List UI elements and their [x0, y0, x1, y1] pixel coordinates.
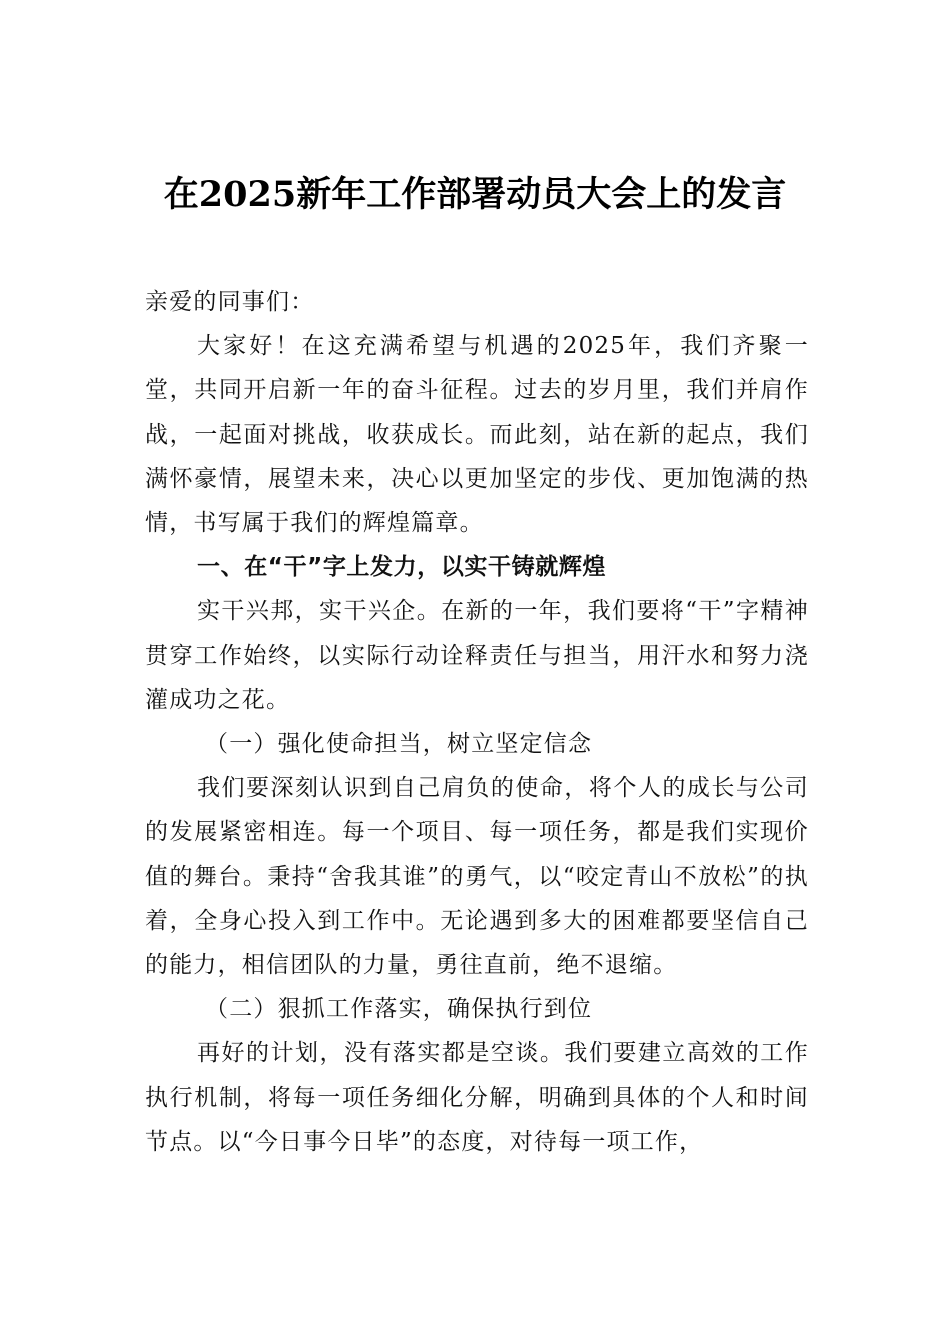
subsection-2-paragraph: 再好的计划，没有落实都是空谈。我们要建立高效的工作执行机制，将每一项任务细化分解，明确到具体的个人和时间节点。以“今日事今日毕”的态度，对待每一项工作， [145, 1040, 809, 1155]
subsection-1-paragraph: 我们要深刻认识到自己肩负的使命，将个人的成长与公司的发展紧密相连。每一个项目、每一项任务，都是我们实现价值的舞台。秉持“舍我其谁”的勇气，以“咬定青山不放松”的执着，全身心投入到工作中。无论遇到多大的困难都要坚信自己的能力，相信团队的力量，勇往直前，绝不退缩。 [145, 775, 809, 979]
subsection-1-heading: （一）强化使命担当，树立坚定信念 [205, 731, 593, 758]
intro-paragraph: 大家好！在这充满希望与机遇的2025年，我们齐聚一堂，共同开启新一年的奋斗征程。过去的岁月里，我们并肩作战，一起面对挑战，收获成长。而此刻，站在新的起点，我们满怀豪情，展望未来，决心以更加坚定的步伐、更加饱满的热情，书写属于我们的辉煌篇章。 [145, 333, 809, 537]
document-title: 在2025新年工作部署动员大会上的发言 [163, 174, 787, 215]
salutation: 亲爱的同事们： [145, 289, 315, 315]
section-1-paragraph: 实干兴邦，实干兴企。在新的一年，我们要将“干”字精神贯穿工作始终，以实际行动诠释责任与担当，用汗水和努力浇灌成功之花。 [145, 598, 809, 713]
document-body [145, 280, 809, 1164]
subsection-2-heading: （二）狠抓工作落实，确保执行到位 [205, 996, 593, 1023]
section-1-heading: 一、在“干”字上发力，以实干铸就辉煌 [197, 554, 607, 581]
